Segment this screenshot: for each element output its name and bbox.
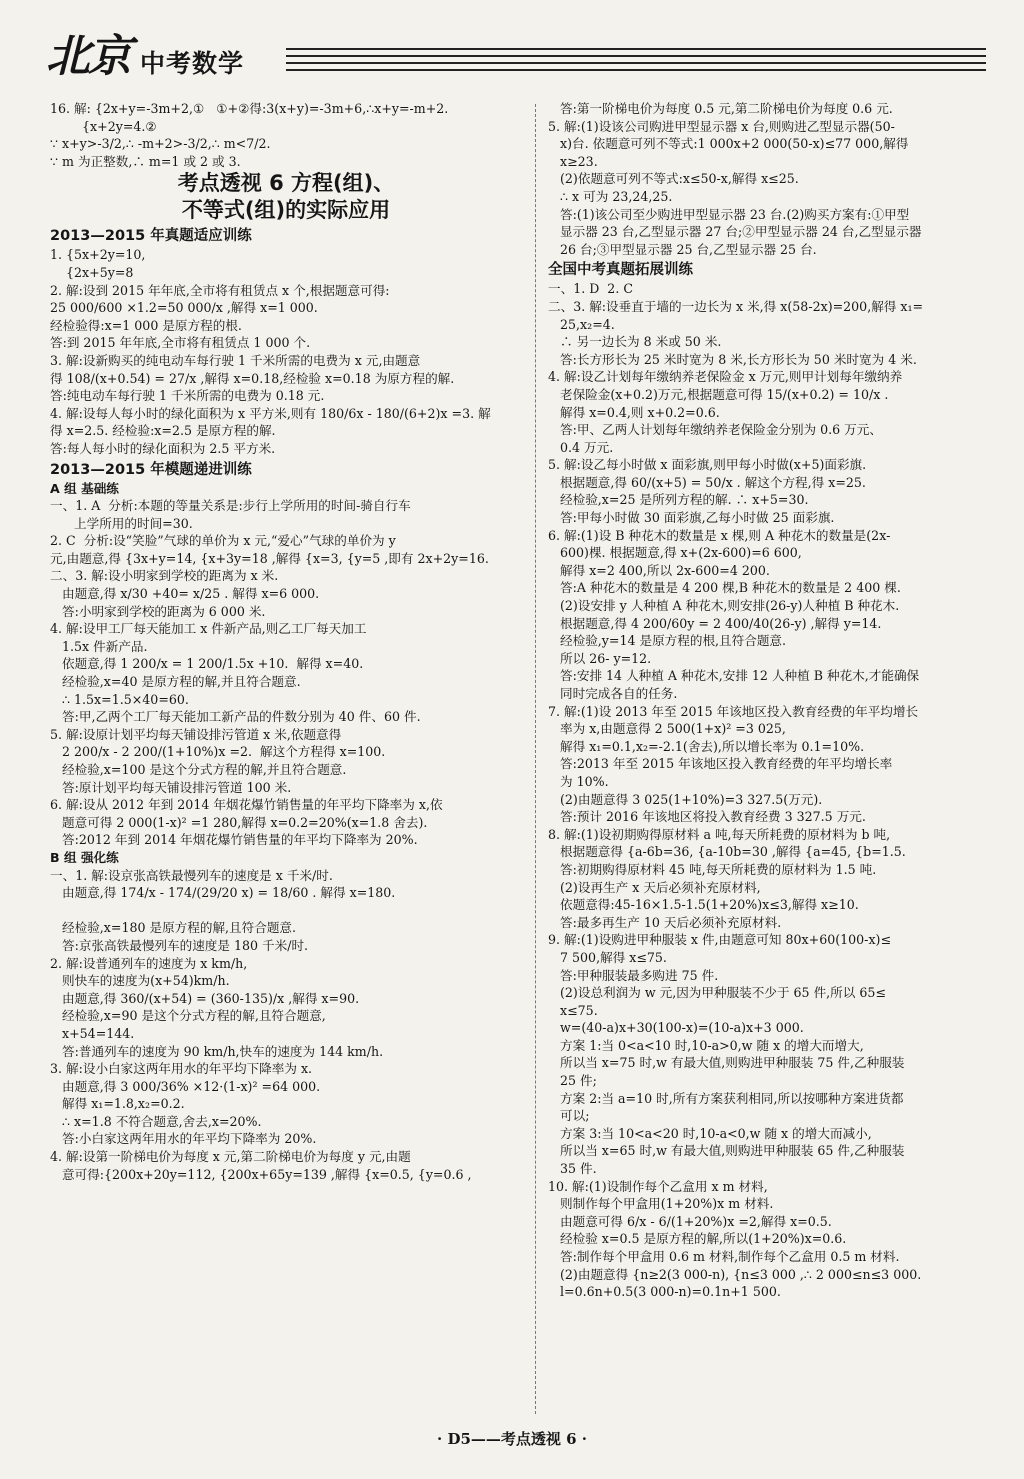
- text-line: 则制作每个甲盒用(1+20%)x m 材料.: [548, 1196, 774, 1212]
- text-line: 一、1. 解:设京张高铁最慢列车的速度是 x 千米/时.: [50, 867, 333, 883]
- text-line: 5. 解:设原计划平均每天铺设排污管道 x 米,依题意得: [50, 726, 342, 742]
- text-line: 25,x₂=4.: [548, 316, 615, 332]
- text-line: 经检验,x=180 是原方程的解,且符合题意.: [50, 920, 297, 936]
- page-footer: · D5——考点透视 6 ·: [437, 1430, 587, 1448]
- text-line: 10. 解:(1)设制作每个乙盒用 x m 材料,: [548, 1178, 768, 1194]
- text-line: 2. 解:设普通列车的速度为 x km/h,: [50, 955, 248, 971]
- text-line: 答:京张高铁最慢列车的速度是 180 千米/时.: [50, 937, 309, 953]
- text-line: 9. 解:(1)设购进甲种服装 x 件,由题意可知 80x+60(100-x)≤: [548, 932, 892, 948]
- text-line: 35 件.: [548, 1161, 597, 1177]
- text-line: ∴ x 可为 23,24,25.: [548, 188, 673, 204]
- text-line: 25 000/600 ×1.2=50 000/x ,解得 x=1 000.: [50, 300, 318, 316]
- text-line: 答:2013 年至 2015 年该地区投入教育经费的年平均增长率: [548, 756, 893, 772]
- text-line: 老保险金(x+0.2)万元,根据题意可得 15/(x+0.2) = 10/x .: [548, 386, 889, 402]
- text-line: 解得 x=2 400,所以 2x-600=4 200.: [548, 562, 770, 578]
- text-line: x≥23.: [548, 153, 598, 169]
- brand-logo: 北京: [46, 31, 130, 82]
- text-line: 答:初期购得原材料 45 吨,每天所耗费的原材料为 1.5 吨.: [548, 861, 877, 877]
- text-line: 经检验,x=40 是原方程的解,并且符合题意.: [50, 674, 301, 690]
- section-heading: 2013—2015 年模题递进训练: [50, 461, 252, 478]
- topic-title: 考点透视 6 方程(组)、: [177, 171, 395, 196]
- text-line: 二、3. 解:设垂直于墙的一边长为 x 米,得 x(58-2x)=200,解得 x₁=: [548, 298, 924, 314]
- text-line: ∴ 另一边长为 8 米或 50 米.: [548, 334, 722, 350]
- text-line: 答:第一阶梯电价为每度 0.5 元,第二阶梯电价为每度 0.6 元.: [548, 101, 893, 116]
- text-line: 二、3. 解:设小明家到学校的距离为 x 米.: [50, 568, 279, 584]
- text-line: 答:A 种花木的数量是 4 200 棵,B 种花木的数量是 2 400 棵.: [548, 580, 901, 596]
- text-line: 一、1. D 2. C: [548, 281, 633, 297]
- text-line: 根据题意,得 4 200/60y = 2 400/40(26-y) ,解得 y=14.: [548, 615, 882, 631]
- text-line: (2)由题意得 {n≥2(3 000-n), {n≤3 000 ,∴ 2 000≤n≤3 000.: [548, 1266, 922, 1282]
- text-line: 由题意可得 6/x - 6/(1+20%)x =2,解得 x=0.5.: [548, 1213, 832, 1229]
- text-line: 依题意得:45-16×1.5-1.5(1+20%)x≤3,解得 x≥10.: [548, 897, 859, 913]
- text-line: ∵ x+y>-3/2,∴ -m+2>-3/2,∴ m<7/2.: [50, 136, 271, 152]
- text-line: 1.5x 件新产品.: [50, 638, 148, 654]
- text-line: 答:小明家到学校的距离为 6 000 米.: [50, 603, 266, 619]
- column-divider: [535, 104, 536, 1414]
- text-line: 25 件;: [548, 1073, 597, 1089]
- group-heading: B 组 强化练: [50, 849, 119, 865]
- text-line: 所以 26- y=12.: [548, 650, 652, 666]
- text-line: 答:制作每个甲盒用 0.6 m 材料,制作每个乙盒用 0.5 m 材料.: [548, 1249, 900, 1264]
- text-line: 2. C 分析:设“笑脸”气球的单价为 x 元,“爱心”气球的单价为 y: [50, 533, 396, 549]
- text-line: {2x+5y=8: [50, 264, 134, 280]
- text-line: 方案 3:当 10<a<20 时,10-a<0,w 随 x 的增大而减小,: [548, 1125, 872, 1141]
- text-line: 8. 解:(1)设初期购得原材料 a 吨,每天所耗费的原材料为 b 吨,: [548, 826, 891, 842]
- text-line: 答:长方形长为 25 米时宽为 8 米,长方形长为 50 米时宽为 4 米.: [548, 351, 917, 367]
- text-line: 6. 解:设从 2012 年到 2014 年烟花爆竹销售量的年平均下降率为 x,依: [50, 797, 443, 813]
- text-line: 意可得:{200x+20y=112, {200x+65y=139 ,解得 {x=0.5, {y=0.6 ,: [50, 1166, 472, 1182]
- text-line: 26 台;③甲型显示器 25 台,乙型显示器 25 台.: [548, 241, 817, 257]
- text-line: 题意可得 2 000(1-x)² =1 280,解得 x=0.2=20%(x=1.8 舍去).: [50, 814, 428, 830]
- text-line: 经检验,x=100 是这个分式方程的解,并且符合题意.: [50, 762, 347, 777]
- group-heading: A 组 基础练: [50, 480, 119, 496]
- text-line: 解得 x₁=1.8,x₂=0.2.: [50, 1096, 185, 1112]
- text-line: 7. 解:(1)设 2013 年至 2015 年该地区投入教育经费的年平均增长: [548, 703, 919, 719]
- text-line: 答:甲种服装最多购进 75 件.: [548, 967, 719, 983]
- text-line: 3. 解:设小白家这两年用水的年平均下降率为 x.: [50, 1061, 313, 1077]
- text-line: 经检验 x=0.5 是原方程的解,所以(1+20%)x=0.6.: [548, 1231, 847, 1247]
- text-line: ∵ m 为正整数,∴ m=1 或 2 或 3.: [50, 153, 241, 169]
- text-line: x)台. 依题意可列不等式:1 000x+2 000(50-x)≤77 000,解得: [548, 136, 909, 152]
- text-line: 答:纯电动车每行驶 1 千米所需的电费为 0.18 元.: [50, 388, 325, 404]
- text-line: 答:最多再生产 10 天后必须补充原材料.: [548, 914, 782, 930]
- text-line: [50, 902, 522, 920]
- text-line: {x+2y=4.②: [50, 118, 157, 134]
- text-line: 答:(1)该公司至少购进甲型显示器 23 台.(2)购买方案有:①甲型: [548, 206, 910, 222]
- text-line: 2. 解:设到 2015 年年底,全市将有租赁点 x 个,根据题意可得:: [50, 282, 390, 298]
- text-line: 答:小白家这两年用水的年平均下降率为 20%.: [50, 1131, 317, 1147]
- text-line: (2)依题意可列不等式:x≤50-x,解得 x≤25.: [548, 171, 799, 187]
- text-line: ∴ 1.5x=1.5×40=60.: [50, 691, 189, 707]
- text-line: ∴ x=1.8 不符合题意,舍去,x=20%.: [50, 1113, 262, 1129]
- text-line: 经检验,x=90 是这个分式方程的解,且符合题意,: [50, 1008, 326, 1024]
- text-line: 由题意,得 360/(x+54) = (360-135)/x ,解得 x=90.: [50, 990, 360, 1006]
- text-line: 4. 解:设第一阶梯电价为每度 x 元,第二阶梯电价为每度 y 元,由题: [50, 1149, 411, 1165]
- text-line: 所以当 x=65 时,w 有最大值,则购进甲种服装 65 件,乙种服装: [548, 1143, 905, 1159]
- text-line: 所以当 x=75 时,w 有最大值,则购进甲种服装 75 件,乙种服装: [548, 1055, 905, 1071]
- text-line: 方案 2:当 a=10 时,所有方案获利相同,所以按哪种方案进货都: [548, 1090, 904, 1106]
- text-line: 答:甲,乙两个工厂每天能加工新产品的件数分别为 40 件、60 件.: [50, 709, 421, 725]
- text-line: 方案 1:当 0<a<10 时,10-a>0,w 随 x 的增大而增大,: [548, 1037, 864, 1053]
- text-line: 为 10%.: [548, 773, 609, 789]
- text-line: l=0.6n+0.5(3 000-n)=0.1n+1 500.: [548, 1284, 781, 1300]
- text-line: (2)设安排 y 人种植 A 种花木,则安排(26-y)人种植 B 种花木.: [548, 598, 900, 614]
- text-line: 得 108/(x+0.54) = 27/x ,解得 x=0.18,经检验 x=0.18 为原方程的解.: [50, 370, 455, 386]
- text-line: 经检验得:x=1 000 是原方程的根.: [50, 317, 242, 333]
- text-line: 16. 解: {2x+y=-3m+2,① ①+②得:3(x+y)=-3m+6,∴x+y=-m+2.: [50, 101, 449, 116]
- text-line: 一、1. A 分析:本题的等量关系是:步行上学所用的时间-骑自行车: [50, 498, 411, 514]
- topic-title: 不等式(组)的实际应用: [181, 198, 391, 223]
- header-rules: [286, 48, 986, 76]
- text-line: (2)由题意得 3 025(1+10%)=3 327.5(万元).: [548, 791, 823, 807]
- page-header: [28, 18, 996, 88]
- text-line: 4. 解:设甲工厂每天能加工 x 件新产品,则乙工厂每天加工: [50, 621, 367, 637]
- text-line: 显示器 23 台,乙型显示器 27 台;②甲型显示器 24 台,乙型显示器: [548, 224, 922, 240]
- text-line: 经检验,y=14 是原方程的根,且符合题意.: [548, 633, 787, 649]
- text-line: 依题意,得 1 200/x = 1 200/1.5x +10. 解得 x=40.: [50, 656, 364, 672]
- text-line: 答:预计 2016 年该地区将投入教育经费 3 327.5 万元.: [548, 809, 866, 825]
- text-line: 答:原计划平均每天铺设排污管道 100 米.: [50, 779, 292, 795]
- text-line: 由题意,得 3 000/36% ×12·(1-x)² =64 000.: [50, 1078, 321, 1094]
- text-line: w=(40-a)x+30(100-x)=(10-a)x+3 000.: [548, 1020, 804, 1036]
- text-line: 根据题意,得 60/(x+5) = 50/x . 解这个方程,得 x=25.: [548, 474, 866, 490]
- section-heading: 全国中考真题拓展训练: [548, 262, 693, 279]
- text-line: x≤75.: [548, 1002, 598, 1018]
- text-line: 由题意,得 174/x - 174/(29/20 x) = 18/60 . 解得 x=180.: [50, 885, 396, 901]
- text-line: 同时完成各自的任务.: [548, 686, 678, 701]
- text-line: 答:甲每小时做 30 面彩旗,乙每小时做 25 面彩旗.: [548, 510, 835, 526]
- right-column: [548, 100, 1018, 1301]
- text-line: 由题意,得 x/30 +40= x/25 . 解得 x=6 000.: [50, 586, 320, 602]
- text-line: 0.4 万元.: [548, 439, 614, 455]
- text-line: 2 200/x - 2 200/(1+10%)x =2. 解这个方程得 x=100.: [50, 744, 386, 760]
- section-heading: 2013—2015 年真题适应训练: [50, 228, 252, 245]
- text-line: 答:到 2015 年年底,全市将有租赁点 1 000 个.: [50, 335, 311, 351]
- text-line: 答:安排 14 人种植 A 种花木,安排 12 人种植 B 种花木,才能确保: [548, 668, 920, 684]
- text-line: 6. 解:(1)设 B 种花木的数量是 x 棵,则 A 种花木的数量是(2x-: [548, 527, 891, 543]
- text-line: 1. {5x+2y=10,: [50, 247, 146, 263]
- text-line: 元,由题意,得 {3x+y=14, {x+3y=18 ,解得 {x=3, {y=5 ,即有 2x+2y=16.: [50, 550, 489, 566]
- text-line: 解得 x=0.4,则 x+0.2=0.6.: [548, 404, 720, 420]
- text-line: 答:甲、乙两人计划每年缴纳养老保险金分别为 0.6 万元、: [548, 422, 882, 438]
- book-title: 中考数学: [140, 49, 245, 78]
- text-line: (2)设再生产 x 天后必须补充原材料,: [548, 879, 761, 895]
- text-line: 3. 解:设新购买的纯电动车每行驶 1 千米所需的电费为 x 元,由题意: [50, 352, 421, 368]
- text-line: (2)设总利润为 w 元,因为甲种服装不少于 65 件,所以 65≤: [548, 985, 886, 1001]
- text-line: 上学所用的时间=30.: [50, 515, 193, 531]
- text-line: 得 x=2.5. 经检验:x=2.5 是原方程的解.: [50, 423, 276, 439]
- text-line: 答:普通列车的速度为 90 km/h,快车的速度为 144 km/h.: [50, 1043, 384, 1059]
- text-line: x+54=144.: [50, 1025, 135, 1041]
- text-line: 答:2012 年到 2014 年烟花爆竹销售量的年平均下降率为 20%.: [50, 832, 418, 848]
- text-line: 率为 x,由题意得 2 500(1+x)² =3 025,: [548, 721, 786, 737]
- text-line: 4. 解:设乙计划每年缴纳养老保险金 x 万元,则甲计划每年缴纳养: [548, 369, 903, 385]
- text-line: 根据题意得 {a-6b=36, {a-10b=30 ,解得 {a=45, {b=1.5.: [548, 844, 906, 860]
- text-line: 可以;: [548, 1108, 590, 1124]
- text-line: 答:每人每小时的绿化面积为 2.5 平方米.: [50, 440, 276, 456]
- text-line: 5. 解:(1)设该公司购进甲型显示器 x 台,则购进乙型显示器(50-: [548, 118, 895, 134]
- text-line: 则快车的速度为(x+54)km/h.: [50, 973, 230, 989]
- left-column: [50, 100, 522, 1183]
- text-line: 解得 x₁=0.1,x₂=-2.1(舍去),所以增长率为 0.1=10%.: [548, 738, 865, 754]
- text-line: 600)棵. 根据题意,得 x+(2x-600)=6 600,: [548, 545, 802, 561]
- text-line: 经检验,x=25 是所列方程的解. ∴ x+5=30.: [548, 492, 809, 508]
- text-line: 5. 解:设乙每小时做 x 面彩旗,则甲每小时做(x+5)面彩旗.: [548, 457, 867, 473]
- text-line: 4. 解:设每人每小时的绿化面积为 x 平方米,则有 180/6x - 180/(6+2)x =3. 解: [50, 405, 491, 421]
- text-line: 7 500,解得 x≤75.: [548, 949, 667, 965]
